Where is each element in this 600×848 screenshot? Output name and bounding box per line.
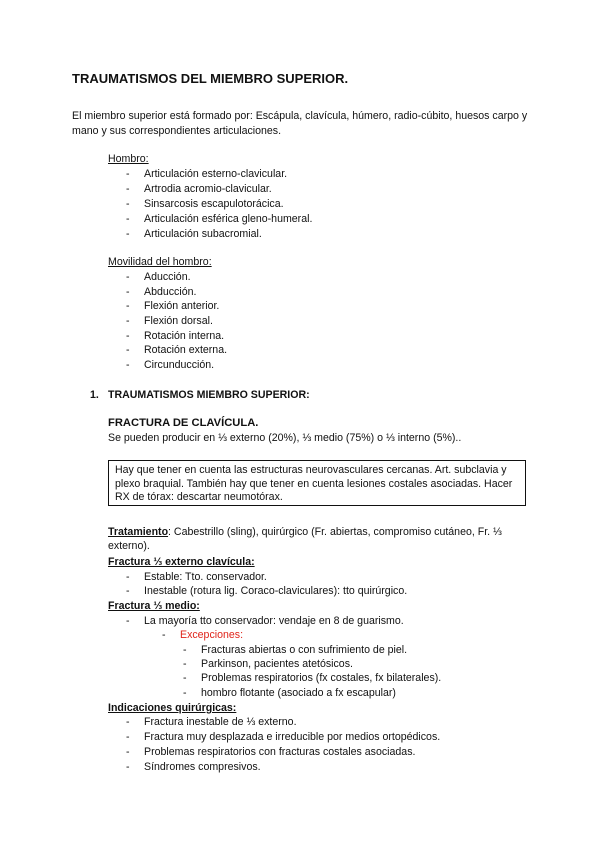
list-item-text: Articulación esterno-clavicular.: [144, 168, 288, 180]
list-item-text: Flexión dorsal.: [144, 315, 213, 327]
movilidad-heading: Movilidad del hombro:: [108, 256, 212, 268]
dash-bullet: -: [183, 687, 187, 699]
list-item-text: Flexión anterior.: [144, 300, 220, 312]
list-item-text: Articulación subacromial.: [144, 228, 262, 240]
list-item-text: Inestable (rotura lig. Coraco-claviculares): tto quirúrgico.: [144, 585, 408, 597]
dash-bullet: -: [126, 585, 130, 597]
dash-bullet: -: [126, 228, 130, 240]
fractura-clavicula-heading: FRACTURA DE CLAVÍCULA.: [108, 417, 259, 429]
dash-bullet: -: [126, 271, 130, 283]
page-title: TRAUMATISMOS DEL MIEMBRO SUPERIOR.: [72, 71, 349, 86]
tratamiento-paragraph: [108, 525, 528, 553]
dash-bullet: -: [126, 344, 130, 356]
dash-bullet: -: [126, 213, 130, 225]
dash-bullet: -: [162, 629, 166, 641]
section-number: 1.: [90, 389, 99, 401]
list-item-text: Fractura inestable de ⅓ externo.: [144, 716, 297, 728]
dash-bullet: -: [126, 359, 130, 371]
tratamiento-text: : Cabestrillo (sling), quirúrgico (Fr. abiertas, compromiso cutáneo, Fr. ⅓ externo).: [108, 526, 502, 552]
dash-bullet: -: [183, 672, 187, 684]
dash-bullet: -: [126, 198, 130, 210]
tercio-medio-heading: Fractura ⅓ medio:: [108, 600, 200, 612]
tratamiento-label: Tratamiento: [108, 526, 169, 538]
dash-bullet: -: [126, 731, 130, 743]
dash-bullet: -: [183, 658, 187, 670]
list-item-text: Rotación externa.: [144, 344, 228, 356]
dash-bullet: -: [126, 615, 130, 627]
tercio-externo-heading: Fractura ⅓ externo clavícula:: [108, 556, 255, 568]
dash-bullet: -: [126, 300, 130, 312]
list-item-text: Aducción.: [144, 271, 191, 283]
list-item-text: Síndromes compresivos.: [144, 761, 261, 773]
dash-bullet: -: [126, 168, 130, 180]
dash-bullet: -: [183, 644, 187, 656]
list-item-text: Abducción.: [144, 286, 197, 298]
dash-bullet: -: [126, 761, 130, 773]
list-item-text: hombro flotante (asociado a fx escapular): [201, 687, 396, 699]
list-item-text: La mayoría tto conservador: vendaje en 8 de guarismo.: [144, 615, 404, 627]
hombro-heading: Hombro:: [108, 153, 149, 165]
dash-bullet: -: [126, 571, 130, 583]
intro-paragraph: El miembro superior está formado por: Escápula, clavícula, húmero, radio-cúbito, huesos carpo y mano y sus correspondientes articulaciones.: [72, 110, 528, 137]
dash-bullet: -: [126, 183, 130, 195]
list-item-text: Artrodia acromio-clavicular.: [144, 183, 272, 195]
list-item-text: Sinsarcosis escapulotorácica.: [144, 198, 284, 210]
list-item-text: Estable: Tto. conservador.: [144, 571, 267, 583]
fractura-clavicula-text: Se pueden producir en ⅓ externo (20%), ⅓ medio (75%) o ⅓ interno (5%)..: [108, 432, 462, 444]
excepciones-label: Excepciones:: [180, 629, 244, 641]
note-box: Hay que tener en cuenta las estructuras neurovasculares cercanas. Art. subclavia y plexo braquial. También hay que tener en cuenta lesiones costales asociadas. Hacer RX de tórax: descartar neumotórax.: [108, 460, 526, 506]
dash-bullet: -: [126, 746, 130, 758]
list-item-text: Articulación esférica gleno-humeral.: [144, 213, 313, 225]
dash-bullet: -: [126, 315, 130, 327]
section-heading: TRAUMATISMOS MIEMBRO SUPERIOR:: [108, 389, 310, 401]
indicaciones-heading: Indicaciones quirúrgicas:: [108, 702, 237, 714]
list-item-text: Circunducción.: [144, 359, 215, 371]
list-item-text: Problemas respiratorios con fracturas costales asociadas.: [144, 746, 416, 758]
list-item-text: Rotación interna.: [144, 330, 225, 342]
list-item-text: Parkinson, pacientes atetósicos.: [201, 658, 353, 670]
dash-bullet: -: [126, 716, 130, 728]
list-item-text: Fracturas abiertas o con sufrimiento de piel.: [201, 644, 408, 656]
list-item-text: Fractura muy desplazada e irreducible por medios ortopédicos.: [144, 731, 441, 743]
dash-bullet: -: [126, 286, 130, 298]
dash-bullet: -: [126, 330, 130, 342]
list-item-text: Problemas respiratorios (fx costales, fx bilaterales).: [201, 672, 442, 684]
